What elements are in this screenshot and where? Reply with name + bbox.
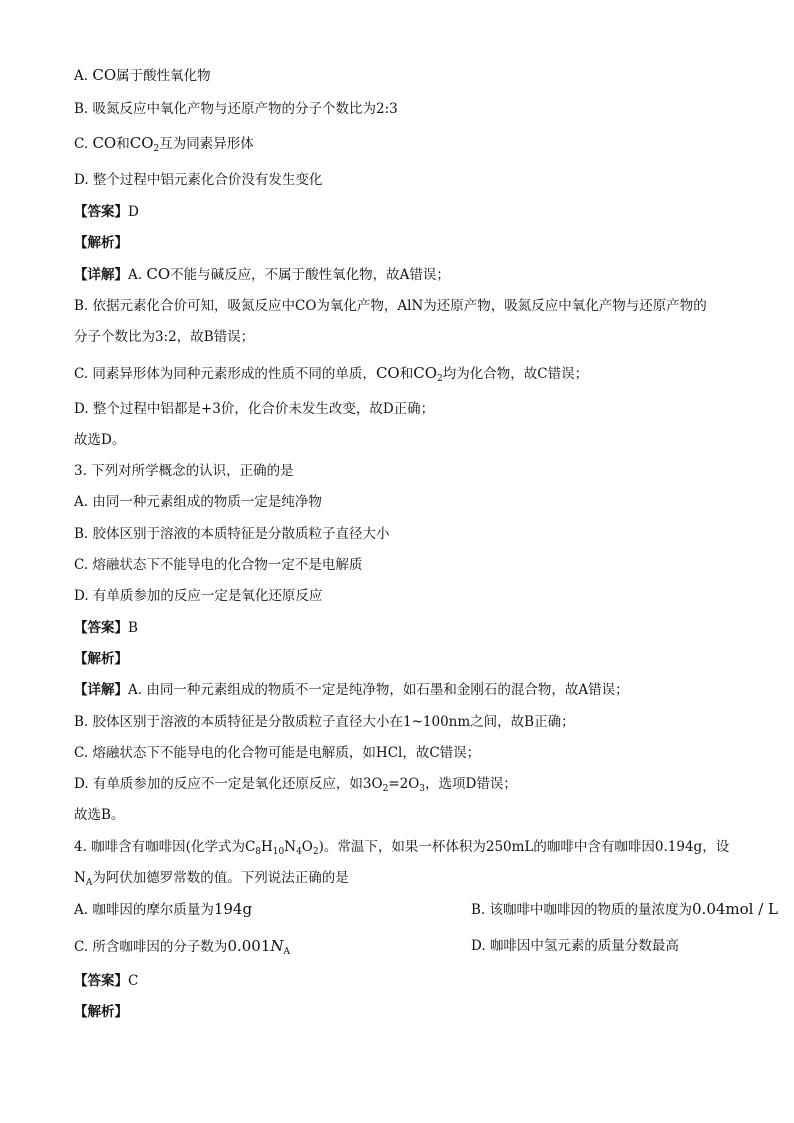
q3-option-d: D. 有单质参加的反应一定是氧化还原反应 — [74, 588, 323, 604]
q3-stem: 3. 下列对所学概念的认识，正确的是 — [74, 463, 294, 479]
q3-analysis-heading: 【解析】 — [74, 651, 128, 667]
q3-answer: 【答案】B — [74, 620, 138, 636]
q4-option-b: B. 该咖啡中咖啡因的物质的量浓度为0.04mol / L — [471, 900, 779, 918]
q2-detail-b: B. 依据元素化合价可知，吸氮反应中CO为氧化产物，AlN为还原产物，吸氮反应中氧化产物与还原产物的 — [74, 298, 707, 314]
q3-detail-c: C. 熔融状态下不能导电的化合物可能是电解质，如HCl，故C错误； — [74, 745, 481, 761]
q4-stem-line2: $N_A$为阿伏加德罗常数的值。下列说法正确的是 — [74, 870, 349, 888]
q2-answer: 【答案】D — [74, 204, 139, 220]
q4-stem-line1: 4. 咖啡含有咖啡因(化学式为$C_8H_{10}N_4O_2$)。常温下，如果一杯体积为250mL的咖啡中含有咖啡因0.194g，设 — [74, 839, 730, 857]
q2-analysis-heading: 【解析】 — [74, 235, 128, 251]
q2-option-d: D. 整个过程中铝元素化合价没有发生变化 — [74, 172, 323, 188]
q4-options-row2 — [74, 937, 724, 956]
q2-option-c: C. CO和$CO_2$互为同素异形体 — [74, 134, 254, 154]
q2-detail-d: D. 整个过程中铝都是+3价，化合价未发生改变，故D正确； — [74, 401, 435, 417]
q3-option-b: B. 胶体区别于溶液的本质特征是分散质粒子直径大小 — [74, 526, 390, 542]
q3-option-a: A. 由同一种元素组成的物质一定是纯净物 — [74, 494, 322, 510]
q4-option-c: C. 所含咖啡因的分子数为$0.001N_A$ — [74, 937, 291, 957]
q4-options-row1 — [74, 900, 779, 919]
q4-option-d: D. 咖啡因中氢元素的质量分数最高 — [471, 938, 679, 954]
q4-option-a: A. 咖啡因的摩尔质量为194g — [74, 900, 253, 918]
q2-detail-c: C. 同素异形体为同种元素形成的性质不同的单质，CO和$CO_2$均为化合物，故C错误； — [74, 364, 589, 384]
q2-detail-a: 【详解】A. CO不能与碱反应，不属于酸性氧化物，故A错误； — [74, 265, 450, 283]
q3-detail-a: 【详解】A. 由同一种元素组成的物质不一定是纯净物，如石墨和金刚石的混合物，故A错误； — [74, 682, 629, 698]
q3-option-c: C. 熔融状态下不能导电的化合物一定不是电解质 — [74, 557, 363, 573]
q3-conclusion: 故选B。 — [74, 807, 125, 823]
q2-conclusion: 故选D。 — [74, 432, 126, 448]
q4-answer: 【答案】C — [74, 973, 139, 989]
q4-analysis-heading: 【解析】 — [74, 1004, 128, 1020]
q2-option-b: B. 吸氮反应中氧化产物与还原产物的分子个数比为2:3 — [74, 101, 398, 117]
q2-detail-b-cont: 分子个数比为3:2，故B错误； — [74, 329, 255, 345]
q3-detail-d: D. 有单质参加的反应不一定是氧化还原反应，如$3O_2=2O_3$，选项D错误； — [74, 776, 517, 794]
q2-option-a: A. CO属于酸性氧化物 — [74, 66, 211, 84]
q3-detail-b: B. 胶体区别于溶液的本质特征是分散质粒子直径大小在1~100nm之间，故B正确； — [74, 714, 575, 730]
